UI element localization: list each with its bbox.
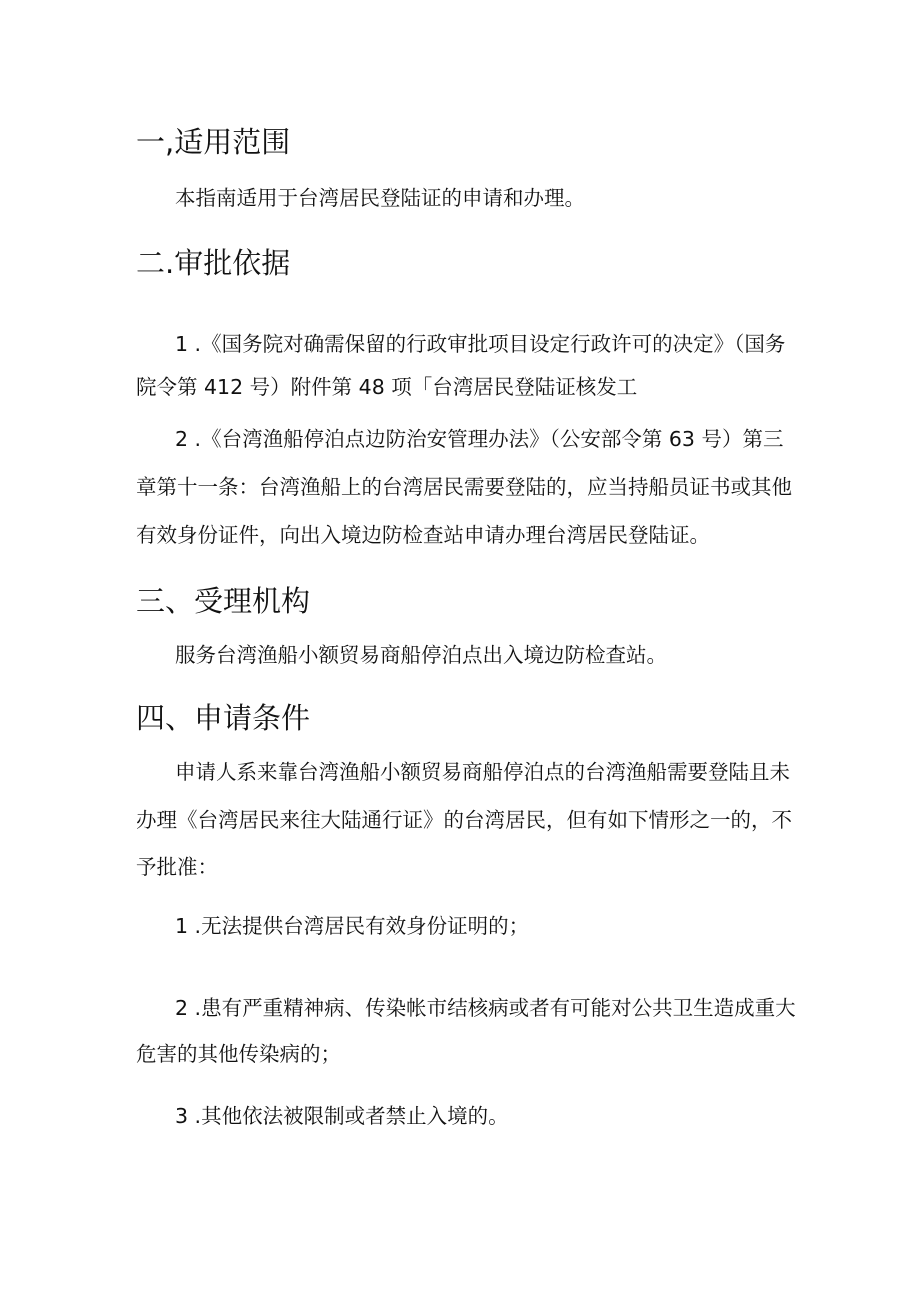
section-heading-conditions: 四、申请条件: [136, 701, 311, 735]
basis-item-2-line-3: 有效身份证件，向出入境边防检查站申请办理台湾居民登陆证。: [136, 523, 710, 547]
condition-item-2-line-1: 2 .患有严重精神病、传染帐市结核病或者有可能对公共卫生造成重大: [175, 996, 796, 1020]
basis-item-1-line-1: 1 .《国务院对确需保留的行政审批项目设定行政许可的决定》（国务: [175, 332, 786, 356]
section-heading-basis: 二.审批依据: [136, 246, 291, 280]
agency-paragraph: 服务台湾渔船小额贸易商船停泊点出入境边防检查站。: [175, 643, 667, 667]
condition-item-1: 1 .无法提供台湾居民有效身份证明的；: [175, 914, 530, 938]
basis-item-2-line-1: 2 .《台湾渔船停泊点边防治安管理办法》（公安部令第 63 号）第三: [175, 427, 784, 451]
conditions-intro-line-1: 申请人系来靠台湾渔船小额贸易商船停泊点的台湾渔船需要登陆且未: [175, 760, 790, 784]
section-heading-agency: 三、受理机构: [136, 584, 311, 618]
section-heading-scope: 一,适用范围: [136, 125, 291, 159]
basis-item-2-line-2: 章第十一条：台湾渔船上的台湾居民需要登陆的，应当持船员证书或其他: [136, 475, 792, 499]
basis-item-1-line-2: 院令第 412 号）附件第 48 项「台湾居民登陆证核发工: [136, 375, 638, 399]
condition-item-2-line-2: 危害的其他传染病的；: [136, 1042, 341, 1066]
conditions-intro-line-3: 予批准：: [136, 855, 218, 879]
scope-paragraph: 本指南适用于台湾居民登陆证的申请和办理。: [175, 186, 585, 210]
condition-item-3: 3 .其他依法被限制或者禁止入境的。: [175, 1104, 509, 1128]
conditions-intro-line-2: 办理《台湾居民来往大陆通行证》的台湾居民，但有如下情形之一的，不: [136, 808, 792, 832]
